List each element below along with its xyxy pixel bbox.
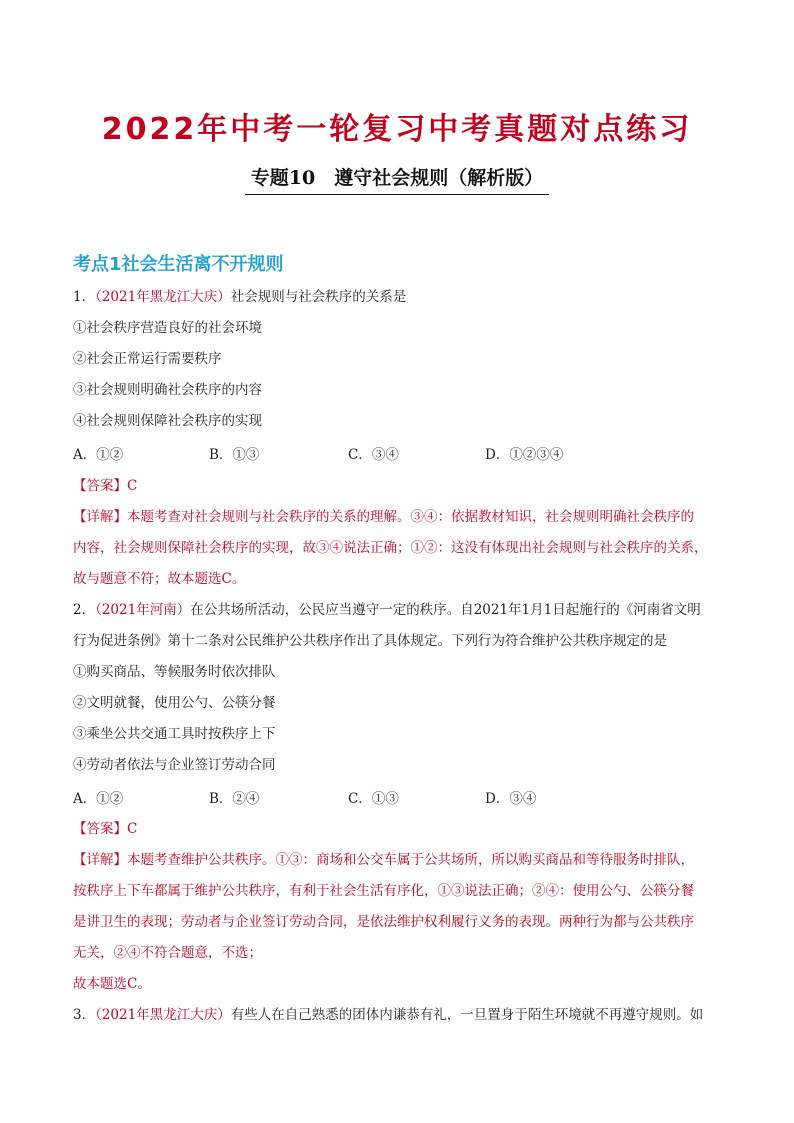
question-1-item: ③社会规则明确社会秩序的内容	[73, 382, 262, 398]
question-1-stem	[73, 288, 406, 306]
question-2-options	[73, 787, 633, 805]
question-source: （2021年河南）	[95, 602, 191, 618]
question-1-detail-line: 内容，社会规则保障社会秩序的实现，故③④说法正确；①②：这没有体现出社会规则与社会秩序的关系，	[73, 540, 708, 556]
question-2-detail-line: 是讲卫生的表现；劳动者与企业签订劳动合同，是依法维护权利履行义务的表现。两种行为都与公共秩序	[73, 914, 694, 930]
question-2-stem	[73, 601, 701, 619]
document-title: 2022年中考一轮复习中考真题对点练习	[101, 112, 693, 147]
question-2-detail-line: 按秩序上下车都属于维护公共秩序，有利于社会生活有序化，①③说法正确；②④：使用公勺、公筷分餐	[73, 883, 694, 899]
question-2-item: ①购买商品、等候服务时依次排队	[73, 664, 276, 680]
question-number: 2．	[73, 602, 96, 618]
answer-tag: 【答案】	[73, 478, 127, 494]
detail-text: 本题考查维护公共秩序。①③：商场和公交车属于公共场所，所以购买商品和等待服务时排队，	[127, 852, 694, 868]
question-number: 1．	[73, 289, 96, 305]
question-2-detail-line: 无关，②④不符合题意，不选；	[73, 945, 262, 961]
option-b: B．①③	[209, 447, 260, 463]
detail-tag: 【详解】	[73, 509, 127, 525]
option-c: C．③④	[348, 447, 399, 463]
question-1-item: ④社会规则保障社会秩序的实现	[73, 413, 262, 429]
question-text: 有些人在自己熟悉的团体内谦恭有礼，一旦置身于陌生环境就不再遵守规则。如	[230, 1007, 704, 1023]
question-2-item: ④劳动者依法与企业签订劳动合同	[73, 757, 276, 773]
detail-tag: 【详解】	[73, 852, 127, 868]
question-number: 3．	[73, 1007, 96, 1023]
question-1-detail-line	[73, 508, 694, 526]
question-1-item: ②社会正常运行需要秩序	[73, 351, 222, 367]
question-2-answer	[73, 820, 137, 838]
option-d: D．①②③④	[485, 447, 564, 463]
answer-value: C	[127, 821, 138, 837]
subtitle-wrap	[0, 163, 794, 195]
option-b: B．②④	[209, 791, 260, 807]
question-2-detail-line: 故本题选C。	[73, 976, 151, 992]
question-1-answer	[73, 477, 137, 495]
detail-text: 本题考查对社会规则与社会秩序的关系的理解。③④：依据教材知识，社会规则明确社会秩序的	[127, 509, 694, 525]
question-1-item: ①社会秩序营造良好的社会环境	[73, 320, 262, 336]
answer-value: C	[127, 478, 138, 494]
section-heading: 考点1社会生活离不开规则	[73, 254, 284, 275]
question-2-detail-line	[73, 851, 694, 869]
question-2-item: ②文明就餐，使用公勺、公筷分餐	[73, 695, 276, 711]
question-3-stem	[73, 1006, 703, 1024]
document-subtitle: 专题10 遵守社会规则（解析版）	[245, 163, 549, 195]
option-c: C．①③	[348, 791, 399, 807]
question-source: （2021年黑龙江大庆）	[95, 289, 231, 305]
question-source: （2021年黑龙江大庆）	[95, 1007, 231, 1023]
question-1-options	[73, 443, 633, 461]
option-d: D．③④	[485, 791, 537, 807]
question-1-detail-line: 故与题意不符；故本题选C。	[73, 571, 246, 587]
question-2-stem-line: 行为促进条例》第十二条对公民维护公共秩序作出了具体规定。下列行为符合维护公共秩序规定的是	[73, 633, 667, 649]
question-text: 社会规则与社会秩序的关系是	[230, 289, 407, 305]
option-a: A．①②	[73, 791, 124, 807]
option-a: A．①②	[73, 447, 124, 463]
question-2-item: ③乘坐公共交通工具时按秩序上下	[73, 726, 276, 742]
question-text: 在公共场所活动，公民应当遵守一定的秩序。自2021年1月1日起施行的《河南省文明	[190, 602, 701, 618]
answer-tag: 【答案】	[73, 821, 127, 837]
